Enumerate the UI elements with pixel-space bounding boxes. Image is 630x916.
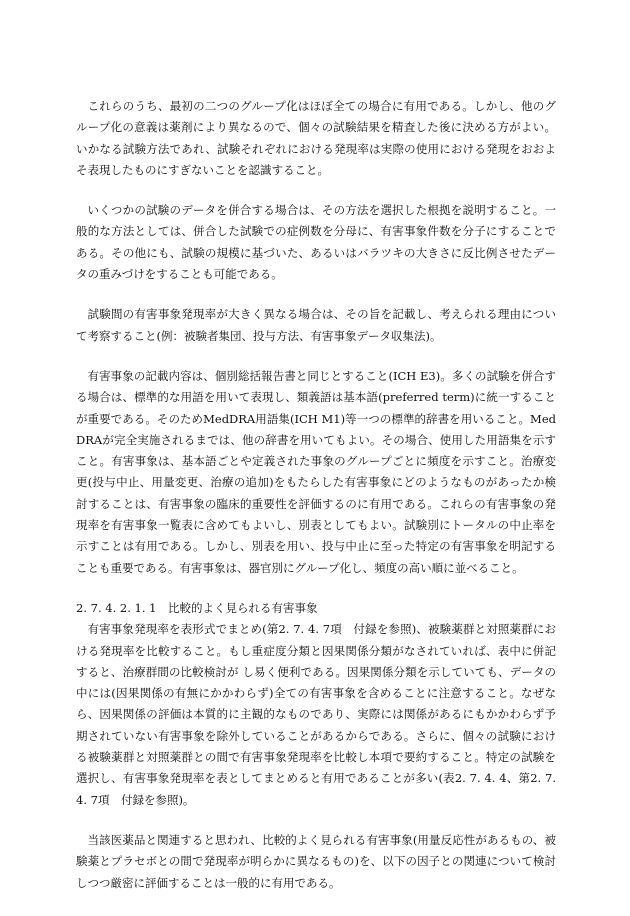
section-heading: 2. 7. 4. 2. 1. 1 比較的よく見られる有害事象: [76, 600, 318, 615]
paragraph-incidence-difference: 試験間の有害事象発現率が大きく異なる場合は、その旨を記載し、考えられる理由について考察すること(例：被験者集団、投与方法、有害事象データ収集法)。: [76, 307, 556, 343]
paragraph-incidence-table: 有害事象発現率を表形式でまとめ(第2. 7. 4. 7項 付録を参照)、被験薬群と対照薬群における発現率を比較すること。もし重症度分類と因果関係分類がなされていれば、表中に併記すると、治療群間の比較検討が し易く便利である。因果関係分類を示していても、データの中には(因果関係の有無にかかわらず)全ての有害事象を含めることに注意すること。なぜなら、因果関係の評価は本質的に主観的なものであり、実際には関係があるにもかかわらず予期されていない有害事象を除外していることがあるからである。さらに、個々の試験における被験薬群と対照薬群との間で有害事象発現率を比較し本項で要約すること。特定の試験を選択し、有害事象発現率を表としてまとめると有用であることが多い(表2. 7. 4. 4、第2. 7. 4. 7項 付録を参照)。: [76, 622, 556, 807]
paragraph-grouping: これらのうち、最初の二つのグループ化はほぼ全ての場合に有用である。しかし、他のグループ化の意義は薬剤により異なるので、個々の試験結果を精査した後に決める方がよい。いかなる試験方法であれ、試験それぞれにおける発現率は実際の使用における発現をおおよそ表現したものにすぎないことを認識すること。: [76, 99, 556, 177]
document-body: [76, 96, 556, 913]
paragraph-common-events: 当該医薬品と関連すると思われ、比較的よく見られる有害事象(用量反応性があるもの、被験薬とプラセボとの間で発現率が明らかに異なるもの)を、以下の因子との関連について検討しつつ厳密に評価することは一般的に有用である。: [76, 832, 556, 890]
paragraph-terminology: 有害事象の記載内容は、個別総括報告書と同じとすること(ICH E3)。多くの試験を併合する場合は、標準的な用語を用いて表現し、類義語は基本語(preferred term)に統一することが重要である。そのためMedDRA用語集(ICH M1)等一つの標準的辞書を用いること。MedDRAが完全実施されるまでは、他の辞書を用いてもよい。その場合、使用した用語集を示すこと。有害事象は、基本語ごとや定義された事象のグループごとに頻度を示すこと。治療変更(投与中止、用量変更、治療の追加)をもたらした有害事象にどのようなものがあったか検討することは、有害事象の臨床的重要性を評価するのに有用である。これらの有害事象の発現率を有害事象一覧表に含めてもよいし、別表としてもよい。試験別にトータルの中止率を示すことは有用である。しかし、別表を用い、投与中止に至った特定の有害事象を明記することも重要である。有害事象は、器官別にグループ化し、頻度の高い順に並べること。: [76, 368, 556, 575]
paragraph-pooling: いくつかの試験のデータを併合する場合は、その方法を選択した根拠を説明すること。一般的な方法としては、併合した試験での症例数を分母に、有害事象件数を分子にすることである。その他にも、試験の規模に基づいた、あるいはバラツキの大きさに反比例させたデータの重みづけをすることも可能である。: [76, 203, 556, 282]
